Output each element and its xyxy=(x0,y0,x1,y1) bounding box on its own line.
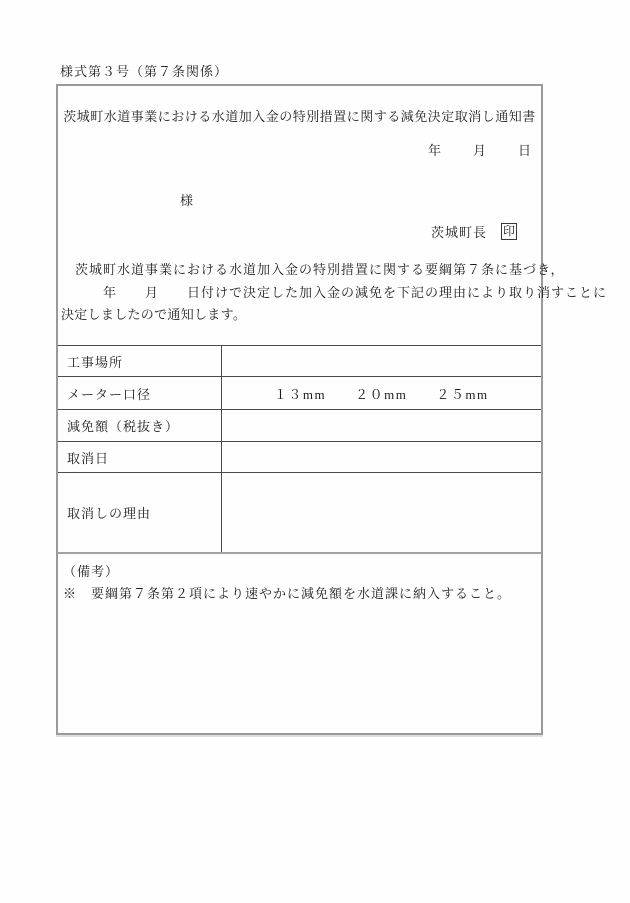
row-value xyxy=(221,442,541,473)
notice-body xyxy=(61,259,608,327)
table-row-cancellation-reason xyxy=(58,473,541,553)
remarks-section xyxy=(58,552,541,733)
table-row-construction-site xyxy=(58,346,541,377)
notice-form-box xyxy=(56,84,608,735)
issuer-signature-row xyxy=(431,222,517,241)
table-row-cancellation-date xyxy=(58,442,541,473)
issuer-title: 茨城町長 xyxy=(430,225,487,240)
body-line-3: 決定しましたので通知します。 xyxy=(61,307,247,322)
table-row-meter-diameter xyxy=(58,377,541,410)
row-value: １３mm ２０mm ２５mm xyxy=(221,377,541,410)
row-label: 減免額（税抜き） xyxy=(58,410,221,442)
body-line-2: 年 月 日付けで決定した加入金の減免を下記の理由により取り消すことに xyxy=(61,284,608,300)
remarks-note: ※ 要綱第７条第２項により速やかに減免額を水道課に納入すること。 xyxy=(63,586,512,601)
row-value xyxy=(221,346,541,377)
document-title: 茨城町水道事業における水道加入金の特別措置に関する減免決定取消し通知書 xyxy=(63,109,536,124)
addressee-honorific: 様 xyxy=(180,193,194,208)
row-label: メーター口径 xyxy=(58,377,221,410)
body-line-1: 茨城町水道事業における水道加入金の特別措置に関する要綱第７条に基づき， xyxy=(61,262,565,277)
table-row-reduction-amount xyxy=(58,410,541,442)
row-label: 取消しの理由 xyxy=(58,473,221,553)
remarks-heading: （備考） xyxy=(63,564,120,579)
row-value xyxy=(221,410,541,442)
details-table xyxy=(58,345,541,553)
row-value xyxy=(221,473,541,553)
row-label: 取消日 xyxy=(58,442,221,473)
row-label: 工事場所 xyxy=(58,346,221,377)
issue-date-line: 年 月 日 xyxy=(427,143,533,158)
form-style-label: 様式第３号（第７条関係） xyxy=(60,64,229,79)
seal-mark: 印 xyxy=(502,224,515,238)
